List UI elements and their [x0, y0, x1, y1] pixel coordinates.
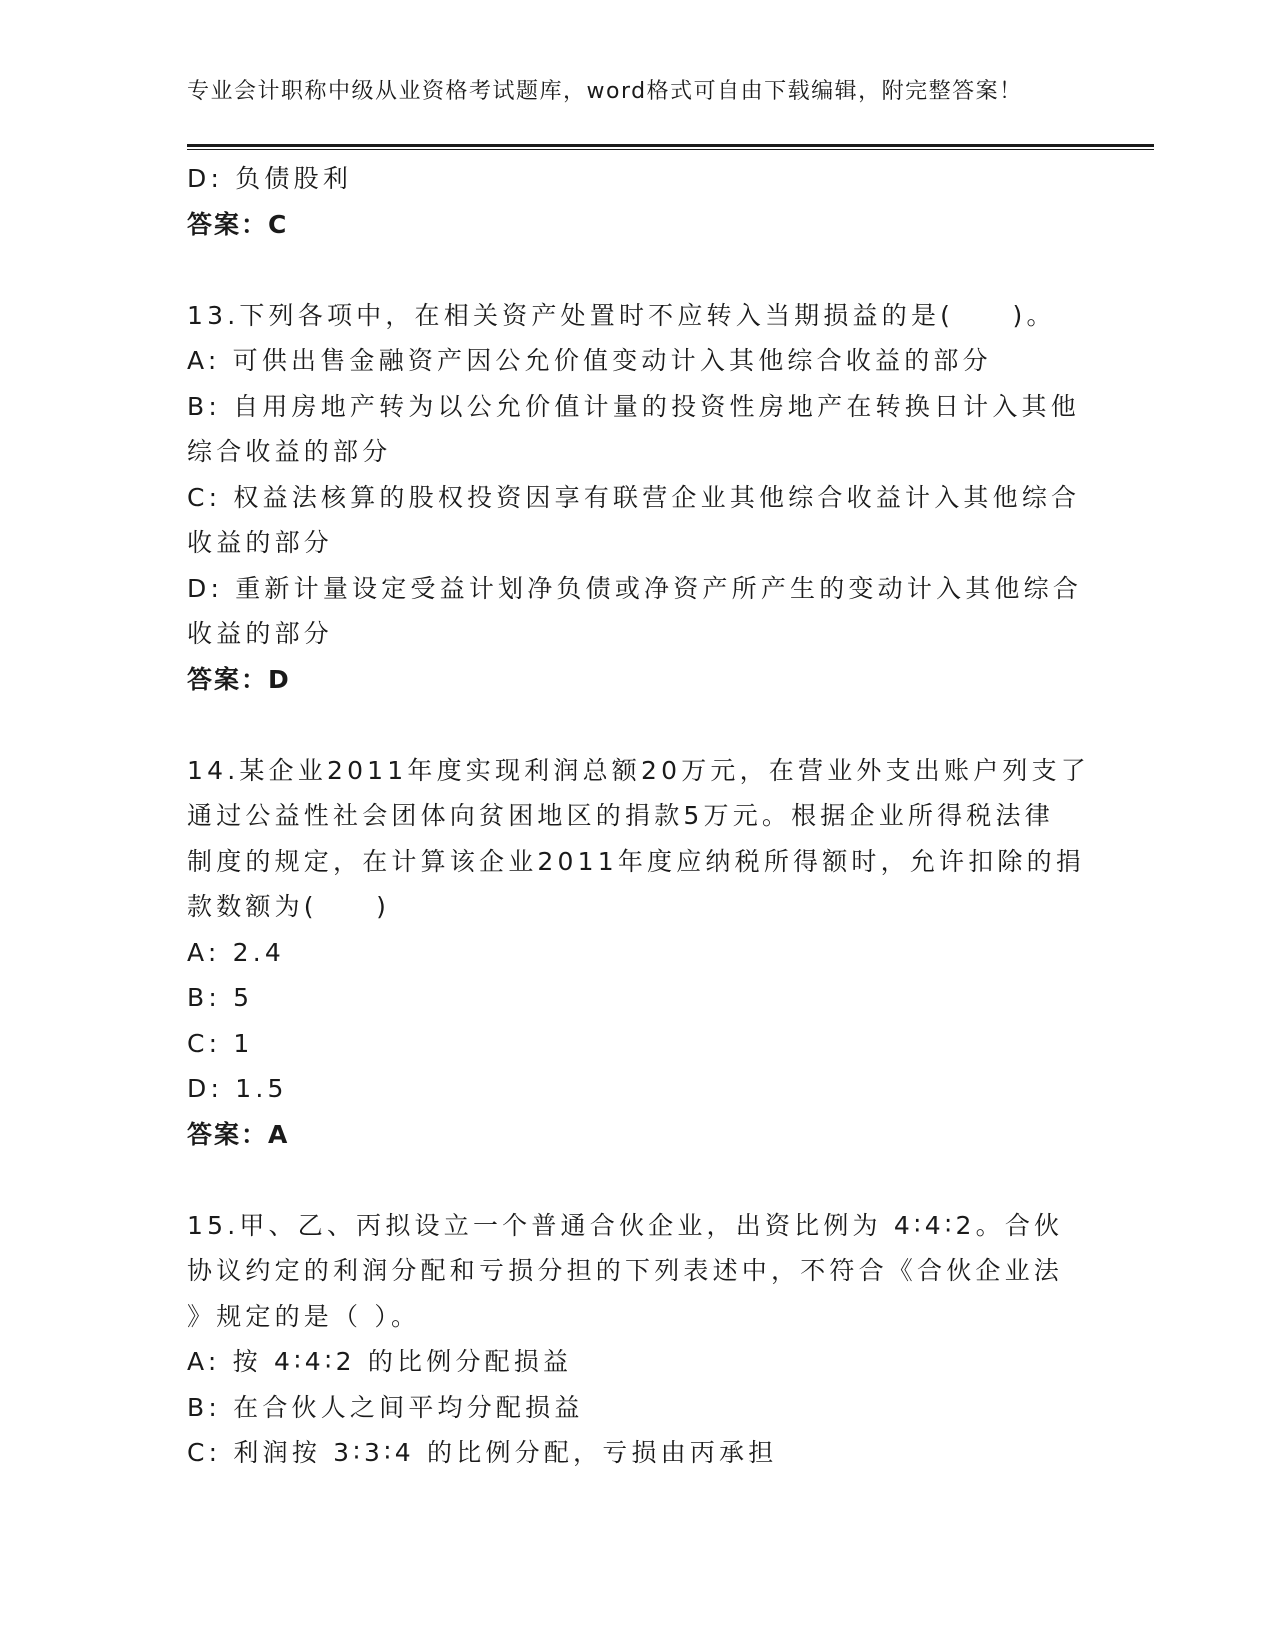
option-b-continued: 综合收益的部分 [187, 437, 392, 466]
option-c-continued: 收益的部分 [187, 528, 334, 557]
answer-line: 答案：C [187, 209, 289, 239]
option-b: B: 自用房地产转为以公允价值计量的投资性房地产在转换日计入其他 [187, 391, 1080, 421]
option-a: A: 按 4∶4∶2 的比例分配损益 [187, 1347, 573, 1376]
question-stem: 14.某企业2011年度实现利润总额20万元，在营业外支出账户列支了 [187, 755, 1090, 785]
option-d-continued: 收益的部分 [187, 619, 334, 648]
header-rule-thick [187, 144, 1154, 147]
option-d: D: 负债股利 [187, 164, 353, 193]
option-b: B: 在合伙人之间平均分配损益 [187, 1392, 584, 1422]
spacer [187, 702, 1067, 748]
question-stem-continued: 制度的规定，在计算该企业2011年度应纳税所得额时，允许扣除的捐 [187, 846, 1086, 876]
page-header: 专业会计职称中级从业资格考试题库，word格式可自由下载编辑，附完整答案！ [187, 79, 1023, 104]
question-15 [187, 1203, 1067, 1476]
question-stem: 15.甲、乙、丙拟设立一个普通合伙企业，出资比例为 4∶4∶2。合伙 [187, 1210, 1064, 1240]
option-d: D: 重新计量设定受益计划净负债或净资产所产生的变动计入其他综合 [187, 573, 1083, 603]
option-d: D: 1.5 [187, 1074, 288, 1103]
option-b: B: 5 [187, 983, 254, 1012]
question-stem-continued: 款数额为( ) [187, 892, 391, 921]
option-c: C: 1 [187, 1028, 254, 1058]
question-13 [187, 293, 1083, 703]
header-rule-thin [187, 149, 1154, 150]
question-stem-continued: 协议约定的利润分配和亏损分担的下列表述中，不符合《合伙企业法 [187, 1256, 1064, 1285]
question-content [187, 156, 1090, 1476]
answer-line: 答案：A [187, 1119, 290, 1149]
option-a: A: 2.4 [187, 937, 285, 967]
prev-question-tail [187, 156, 1067, 247]
option-c: C: 利润按 3∶3∶4 的比例分配，亏损由丙承担 [187, 1438, 778, 1467]
option-c: C: 权益法核算的股权投资因享有联营企业其他综合收益计入其他综合 [187, 482, 1081, 512]
spacer [187, 1157, 1067, 1203]
spacer [187, 247, 1067, 293]
question-14 [187, 748, 1090, 1158]
answer-line: 答案：D [187, 664, 291, 694]
question-stem-continued: 》规定的是（ ）。 [187, 1301, 421, 1331]
question-stem-continued: 通过公益性社会团体向贫困地区的捐款5万元。根据企业所得税法律 [187, 801, 1054, 830]
option-a: A: 可供出售金融资产因公允价值变动计入其他综合收益的部分 [187, 346, 992, 375]
question-stem: 13.下列各项中，在相关资产处置时不应转入当期损益的是( )。 [187, 300, 1056, 330]
